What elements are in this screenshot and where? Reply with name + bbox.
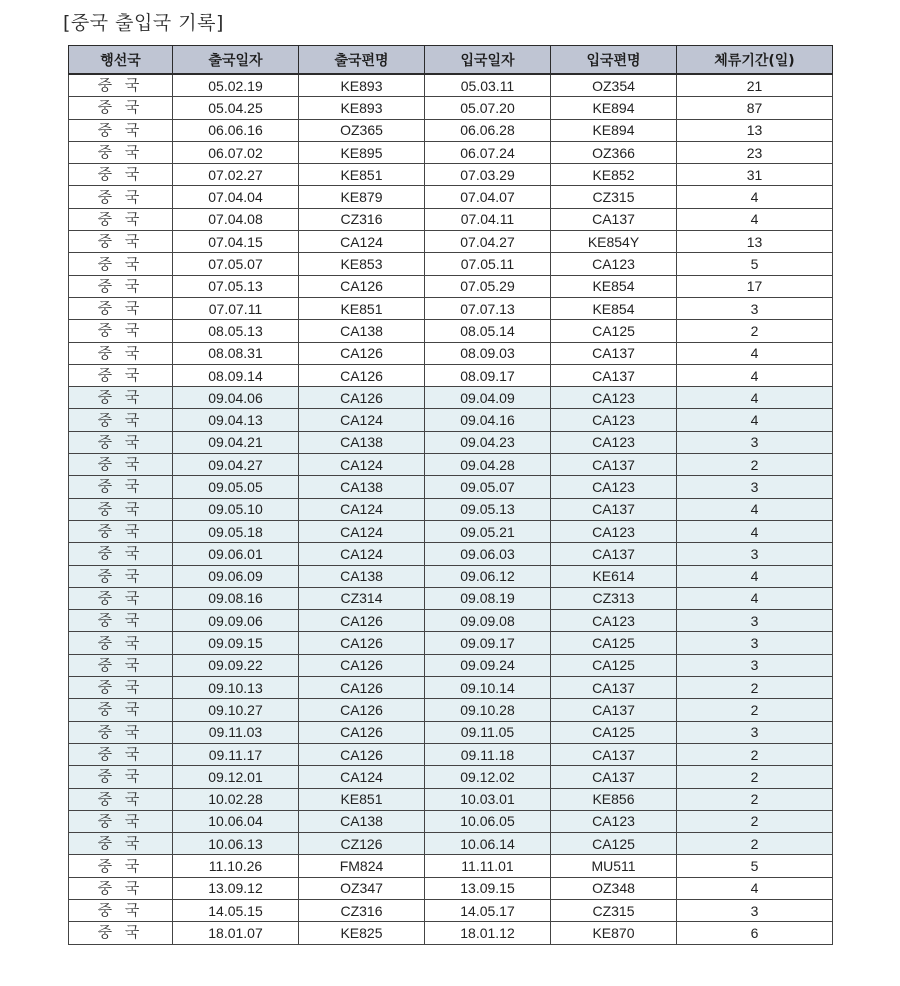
arrival-date-cell: 07.04.27 <box>425 231 551 253</box>
arrival-flight-cell: CA123 <box>551 409 677 431</box>
departure-flight-cell: CA124 <box>299 520 425 542</box>
table-row <box>69 342 833 364</box>
stay-days-cell: 2 <box>677 788 833 810</box>
departure-date-cell: 06.06.16 <box>173 119 299 141</box>
table-row <box>69 431 833 453</box>
destination-cell: 중 국 <box>69 743 173 765</box>
departure-flight-cell: KE851 <box>299 164 425 186</box>
destination-cell: 중 국 <box>69 119 173 141</box>
destination-cell: 중 국 <box>69 632 173 654</box>
table-row <box>69 721 833 743</box>
departure-flight-cell: CZ314 <box>299 587 425 609</box>
arrival-flight-cell: KE852 <box>551 164 677 186</box>
departure-date-cell: 09.06.09 <box>173 565 299 587</box>
departure-flight-cell: CA124 <box>299 498 425 520</box>
departure-flight-cell: CA124 <box>299 766 425 788</box>
destination-cell: 중 국 <box>69 877 173 899</box>
arrival-date-cell: 08.05.14 <box>425 320 551 342</box>
arrival-flight-cell: CA125 <box>551 320 677 342</box>
departure-date-cell: 08.05.13 <box>173 320 299 342</box>
departure-date-cell: 09.10.13 <box>173 677 299 699</box>
destination-cell: 중 국 <box>69 766 173 788</box>
header-row <box>69 46 833 75</box>
stay-days-cell: 4 <box>677 587 833 609</box>
departure-date-cell: 09.04.13 <box>173 409 299 431</box>
arrival-flight-cell: CA137 <box>551 208 677 230</box>
table-row <box>69 454 833 476</box>
table-row <box>69 119 833 141</box>
arrival-flight-cell: KE894 <box>551 97 677 119</box>
destination-cell: 중 국 <box>69 208 173 230</box>
header-arrival-date: 입국일자 <box>425 46 551 75</box>
arrival-date-cell: 09.08.19 <box>425 587 551 609</box>
stay-days-cell: 3 <box>677 610 833 632</box>
table-row <box>69 498 833 520</box>
arrival-date-cell: 09.09.08 <box>425 610 551 632</box>
table-row <box>69 275 833 297</box>
departure-flight-cell: CZ316 <box>299 208 425 230</box>
table-row <box>69 208 833 230</box>
departure-date-cell: 10.02.28 <box>173 788 299 810</box>
arrival-flight-cell: OZ348 <box>551 877 677 899</box>
departure-flight-cell: KE879 <box>299 186 425 208</box>
arrival-flight-cell: KE856 <box>551 788 677 810</box>
arrival-date-cell: 07.04.07 <box>425 186 551 208</box>
departure-flight-cell: CA138 <box>299 431 425 453</box>
departure-flight-cell: CA126 <box>299 632 425 654</box>
arrival-date-cell: 07.05.11 <box>425 253 551 275</box>
stay-days-cell: 4 <box>677 877 833 899</box>
arrival-flight-cell: OZ354 <box>551 74 677 97</box>
table-row <box>69 877 833 899</box>
stay-days-cell: 4 <box>677 387 833 409</box>
departure-date-cell: 09.05.10 <box>173 498 299 520</box>
stay-days-cell: 3 <box>677 721 833 743</box>
departure-date-cell: 07.05.13 <box>173 275 299 297</box>
departure-date-cell: 10.06.04 <box>173 810 299 832</box>
destination-cell: 중 국 <box>69 498 173 520</box>
arrival-flight-cell: CA123 <box>551 810 677 832</box>
arrival-date-cell: 09.09.24 <box>425 654 551 676</box>
destination-cell: 중 국 <box>69 431 173 453</box>
arrival-date-cell: 09.05.07 <box>425 476 551 498</box>
stay-days-cell: 2 <box>677 699 833 721</box>
arrival-date-cell: 09.10.14 <box>425 677 551 699</box>
departure-date-cell: 05.02.19 <box>173 74 299 97</box>
departure-date-cell: 07.02.27 <box>173 164 299 186</box>
arrival-flight-cell: CA137 <box>551 364 677 386</box>
table-row <box>69 610 833 632</box>
arrival-flight-cell: KE870 <box>551 922 677 944</box>
arrival-date-cell: 09.04.28 <box>425 454 551 476</box>
destination-cell: 중 국 <box>69 520 173 542</box>
destination-cell: 중 국 <box>69 409 173 431</box>
arrival-date-cell: 07.07.13 <box>425 297 551 319</box>
departure-flight-cell: KE893 <box>299 74 425 97</box>
arrival-flight-cell: KE854Y <box>551 231 677 253</box>
arrival-date-cell: 10.06.14 <box>425 833 551 855</box>
arrival-date-cell: 14.05.17 <box>425 899 551 921</box>
destination-cell: 중 국 <box>69 922 173 944</box>
arrival-flight-cell: CA137 <box>551 766 677 788</box>
departure-date-cell: 13.09.12 <box>173 877 299 899</box>
arrival-date-cell: 09.11.05 <box>425 721 551 743</box>
destination-cell: 중 국 <box>69 565 173 587</box>
destination-cell: 중 국 <box>69 387 173 409</box>
departure-flight-cell: CZ316 <box>299 899 425 921</box>
departure-flight-cell: CA138 <box>299 565 425 587</box>
arrival-flight-cell: CA123 <box>551 476 677 498</box>
document-title: [중국 출입국 기록] <box>63 12 224 34</box>
destination-cell: 중 국 <box>69 320 173 342</box>
arrival-date-cell: 11.11.01 <box>425 855 551 877</box>
departure-flight-cell: CA124 <box>299 543 425 565</box>
departure-flight-cell: CZ126 <box>299 833 425 855</box>
departure-date-cell: 09.05.18 <box>173 520 299 542</box>
departure-date-cell: 09.09.15 <box>173 632 299 654</box>
table-row <box>69 810 833 832</box>
departure-date-cell: 07.04.15 <box>173 231 299 253</box>
stay-days-cell: 3 <box>677 543 833 565</box>
departure-flight-cell: FM824 <box>299 855 425 877</box>
departure-date-cell: 09.04.27 <box>173 454 299 476</box>
departure-date-cell: 08.08.31 <box>173 342 299 364</box>
departure-date-cell: 07.05.07 <box>173 253 299 275</box>
destination-cell: 중 국 <box>69 899 173 921</box>
arrival-flight-cell: OZ366 <box>551 141 677 163</box>
arrival-flight-cell: CA125 <box>551 721 677 743</box>
table-row <box>69 654 833 676</box>
destination-cell: 중 국 <box>69 855 173 877</box>
destination-cell: 중 국 <box>69 677 173 699</box>
departure-flight-cell: CA124 <box>299 231 425 253</box>
stay-days-cell: 13 <box>677 119 833 141</box>
table-row <box>69 186 833 208</box>
departure-date-cell: 08.09.14 <box>173 364 299 386</box>
destination-cell: 중 국 <box>69 699 173 721</box>
departure-flight-cell: CA124 <box>299 409 425 431</box>
stay-days-cell: 2 <box>677 833 833 855</box>
table-row <box>69 855 833 877</box>
arrival-flight-cell: CZ315 <box>551 186 677 208</box>
arrival-date-cell: 07.05.29 <box>425 275 551 297</box>
destination-cell: 중 국 <box>69 654 173 676</box>
arrival-date-cell: 09.04.23 <box>425 431 551 453</box>
departure-flight-cell: CA126 <box>299 387 425 409</box>
departure-date-cell: 06.07.02 <box>173 141 299 163</box>
stay-days-cell: 5 <box>677 253 833 275</box>
table-row <box>69 699 833 721</box>
arrival-flight-cell: MU511 <box>551 855 677 877</box>
arrival-date-cell: 06.07.24 <box>425 141 551 163</box>
arrival-date-cell: 09.04.09 <box>425 387 551 409</box>
destination-cell: 중 국 <box>69 543 173 565</box>
departure-flight-cell: KE851 <box>299 297 425 319</box>
arrival-date-cell: 07.04.11 <box>425 208 551 230</box>
table-row <box>69 677 833 699</box>
arrival-flight-cell: CA123 <box>551 610 677 632</box>
arrival-date-cell: 09.05.21 <box>425 520 551 542</box>
table-row <box>69 409 833 431</box>
departure-flight-cell: CA126 <box>299 364 425 386</box>
table-row <box>69 922 833 944</box>
stay-days-cell: 4 <box>677 364 833 386</box>
table-row <box>69 766 833 788</box>
arrival-date-cell: 09.11.18 <box>425 743 551 765</box>
destination-cell: 중 국 <box>69 788 173 810</box>
destination-cell: 중 국 <box>69 253 173 275</box>
departure-date-cell: 10.06.13 <box>173 833 299 855</box>
arrival-flight-cell: KE854 <box>551 297 677 319</box>
table-row <box>69 743 833 765</box>
departure-date-cell: 07.07.11 <box>173 297 299 319</box>
stay-days-cell: 4 <box>677 342 833 364</box>
departure-flight-cell: KE851 <box>299 788 425 810</box>
destination-cell: 중 국 <box>69 364 173 386</box>
stay-days-cell: 31 <box>677 164 833 186</box>
stay-days-cell: 2 <box>677 766 833 788</box>
stay-days-cell: 3 <box>677 476 833 498</box>
destination-cell: 중 국 <box>69 810 173 832</box>
destination-cell: 중 국 <box>69 97 173 119</box>
arrival-date-cell: 09.10.28 <box>425 699 551 721</box>
arrival-flight-cell: CA137 <box>551 677 677 699</box>
table-row <box>69 297 833 319</box>
arrival-date-cell: 05.03.11 <box>425 74 551 97</box>
table-row <box>69 97 833 119</box>
arrival-flight-cell: CZ313 <box>551 587 677 609</box>
departure-flight-cell: CA126 <box>299 275 425 297</box>
destination-cell: 중 국 <box>69 476 173 498</box>
departure-date-cell: 09.12.01 <box>173 766 299 788</box>
departure-flight-cell: KE895 <box>299 141 425 163</box>
departure-flight-cell: CA126 <box>299 743 425 765</box>
departure-flight-cell: CA126 <box>299 721 425 743</box>
destination-cell: 중 국 <box>69 454 173 476</box>
table-row <box>69 543 833 565</box>
departure-flight-cell: CA126 <box>299 610 425 632</box>
departure-flight-cell: KE825 <box>299 922 425 944</box>
stay-days-cell: 13 <box>677 231 833 253</box>
arrival-flight-cell: CA125 <box>551 632 677 654</box>
departure-flight-cell: CA126 <box>299 654 425 676</box>
departure-flight-cell: CA138 <box>299 810 425 832</box>
arrival-flight-cell: CA123 <box>551 520 677 542</box>
stay-days-cell: 87 <box>677 97 833 119</box>
arrival-date-cell: 08.09.03 <box>425 342 551 364</box>
header-stay-days: 체류기간(일) <box>677 46 833 75</box>
arrival-flight-cell: CA137 <box>551 743 677 765</box>
stay-days-cell: 4 <box>677 565 833 587</box>
stay-days-cell: 3 <box>677 654 833 676</box>
stay-days-cell: 3 <box>677 297 833 319</box>
departure-flight-cell: KE893 <box>299 97 425 119</box>
stay-days-cell: 5 <box>677 855 833 877</box>
destination-cell: 중 국 <box>69 587 173 609</box>
table-header <box>69 46 833 75</box>
table-row <box>69 387 833 409</box>
table-row <box>69 899 833 921</box>
arrival-flight-cell: CA123 <box>551 431 677 453</box>
destination-cell: 중 국 <box>69 231 173 253</box>
arrival-flight-cell: CA137 <box>551 454 677 476</box>
arrival-date-cell: 09.06.12 <box>425 565 551 587</box>
arrival-date-cell: 09.12.02 <box>425 766 551 788</box>
header-departure-flight: 출국편명 <box>299 46 425 75</box>
arrival-date-cell: 05.07.20 <box>425 97 551 119</box>
header-arrival-flight: 입국편명 <box>551 46 677 75</box>
departure-flight-cell: CA138 <box>299 320 425 342</box>
departure-date-cell: 09.09.22 <box>173 654 299 676</box>
departure-date-cell: 07.04.04 <box>173 186 299 208</box>
stay-days-cell: 6 <box>677 922 833 944</box>
table-row <box>69 833 833 855</box>
arrival-date-cell: 09.09.17 <box>425 632 551 654</box>
arrival-date-cell: 09.04.16 <box>425 409 551 431</box>
table-row <box>69 632 833 654</box>
destination-cell: 중 국 <box>69 74 173 97</box>
stay-days-cell: 23 <box>677 141 833 163</box>
departure-flight-cell: OZ365 <box>299 119 425 141</box>
departure-date-cell: 11.10.26 <box>173 855 299 877</box>
destination-cell: 중 국 <box>69 721 173 743</box>
arrival-flight-cell: CZ315 <box>551 899 677 921</box>
departure-flight-cell: CA126 <box>299 699 425 721</box>
header-destination: 행선국 <box>69 46 173 75</box>
departure-flight-cell: CA126 <box>299 342 425 364</box>
departure-flight-cell: CA138 <box>299 476 425 498</box>
arrival-flight-cell: CA125 <box>551 833 677 855</box>
departure-flight-cell: OZ347 <box>299 877 425 899</box>
departure-date-cell: 09.04.21 <box>173 431 299 453</box>
arrival-flight-cell: CA123 <box>551 253 677 275</box>
table-row <box>69 74 833 97</box>
destination-cell: 중 국 <box>69 164 173 186</box>
arrival-flight-cell: CA123 <box>551 387 677 409</box>
departure-date-cell: 07.04.08 <box>173 208 299 230</box>
table-row <box>69 565 833 587</box>
departure-date-cell: 09.06.01 <box>173 543 299 565</box>
table-row <box>69 788 833 810</box>
arrival-date-cell: 10.03.01 <box>425 788 551 810</box>
departure-date-cell: 09.08.16 <box>173 587 299 609</box>
departure-date-cell: 05.04.25 <box>173 97 299 119</box>
arrival-date-cell: 07.03.29 <box>425 164 551 186</box>
table-body <box>69 74 833 944</box>
arrival-date-cell: 09.05.13 <box>425 498 551 520</box>
stay-days-cell: 4 <box>677 186 833 208</box>
departure-date-cell: 09.10.27 <box>173 699 299 721</box>
stay-days-cell: 4 <box>677 208 833 230</box>
departure-date-cell: 09.09.06 <box>173 610 299 632</box>
departure-flight-cell: KE853 <box>299 253 425 275</box>
destination-cell: 중 국 <box>69 141 173 163</box>
arrival-flight-cell: CA125 <box>551 654 677 676</box>
departure-flight-cell: CA124 <box>299 454 425 476</box>
departure-date-cell: 09.11.03 <box>173 721 299 743</box>
destination-cell: 중 국 <box>69 342 173 364</box>
stay-days-cell: 21 <box>677 74 833 97</box>
table-row <box>69 231 833 253</box>
destination-cell: 중 국 <box>69 833 173 855</box>
table-row <box>69 476 833 498</box>
departure-date-cell: 14.05.15 <box>173 899 299 921</box>
stay-days-cell: 3 <box>677 899 833 921</box>
table-row <box>69 141 833 163</box>
arrival-date-cell: 13.09.15 <box>425 877 551 899</box>
destination-cell: 중 국 <box>69 275 173 297</box>
destination-cell: 중 국 <box>69 610 173 632</box>
stay-days-cell: 17 <box>677 275 833 297</box>
arrival-date-cell: 10.06.05 <box>425 810 551 832</box>
departure-flight-cell: CA126 <box>299 677 425 699</box>
stay-days-cell: 4 <box>677 520 833 542</box>
stay-days-cell: 2 <box>677 320 833 342</box>
stay-days-cell: 2 <box>677 677 833 699</box>
arrival-date-cell: 06.06.28 <box>425 119 551 141</box>
stay-days-cell: 4 <box>677 498 833 520</box>
immigration-records-table <box>68 45 833 945</box>
stay-days-cell: 4 <box>677 409 833 431</box>
arrival-date-cell: 18.01.12 <box>425 922 551 944</box>
arrival-flight-cell: KE614 <box>551 565 677 587</box>
stay-days-cell: 3 <box>677 431 833 453</box>
departure-date-cell: 09.11.17 <box>173 743 299 765</box>
table-row <box>69 520 833 542</box>
table-row <box>69 253 833 275</box>
arrival-flight-cell: CA137 <box>551 342 677 364</box>
departure-date-cell: 09.05.05 <box>173 476 299 498</box>
arrival-flight-cell: CA137 <box>551 699 677 721</box>
arrival-date-cell: 08.09.17 <box>425 364 551 386</box>
destination-cell: 중 국 <box>69 186 173 208</box>
arrival-flight-cell: CA137 <box>551 498 677 520</box>
stay-days-cell: 2 <box>677 810 833 832</box>
header-departure-date: 출국일자 <box>173 46 299 75</box>
arrival-flight-cell: CA137 <box>551 543 677 565</box>
table-row <box>69 364 833 386</box>
table-row <box>69 587 833 609</box>
destination-cell: 중 국 <box>69 297 173 319</box>
arrival-flight-cell: KE894 <box>551 119 677 141</box>
arrival-flight-cell: KE854 <box>551 275 677 297</box>
stay-days-cell: 2 <box>677 743 833 765</box>
arrival-date-cell: 09.06.03 <box>425 543 551 565</box>
departure-date-cell: 18.01.07 <box>173 922 299 944</box>
departure-date-cell: 09.04.06 <box>173 387 299 409</box>
stay-days-cell: 3 <box>677 632 833 654</box>
table-row <box>69 320 833 342</box>
table-row <box>69 164 833 186</box>
stay-days-cell: 2 <box>677 454 833 476</box>
